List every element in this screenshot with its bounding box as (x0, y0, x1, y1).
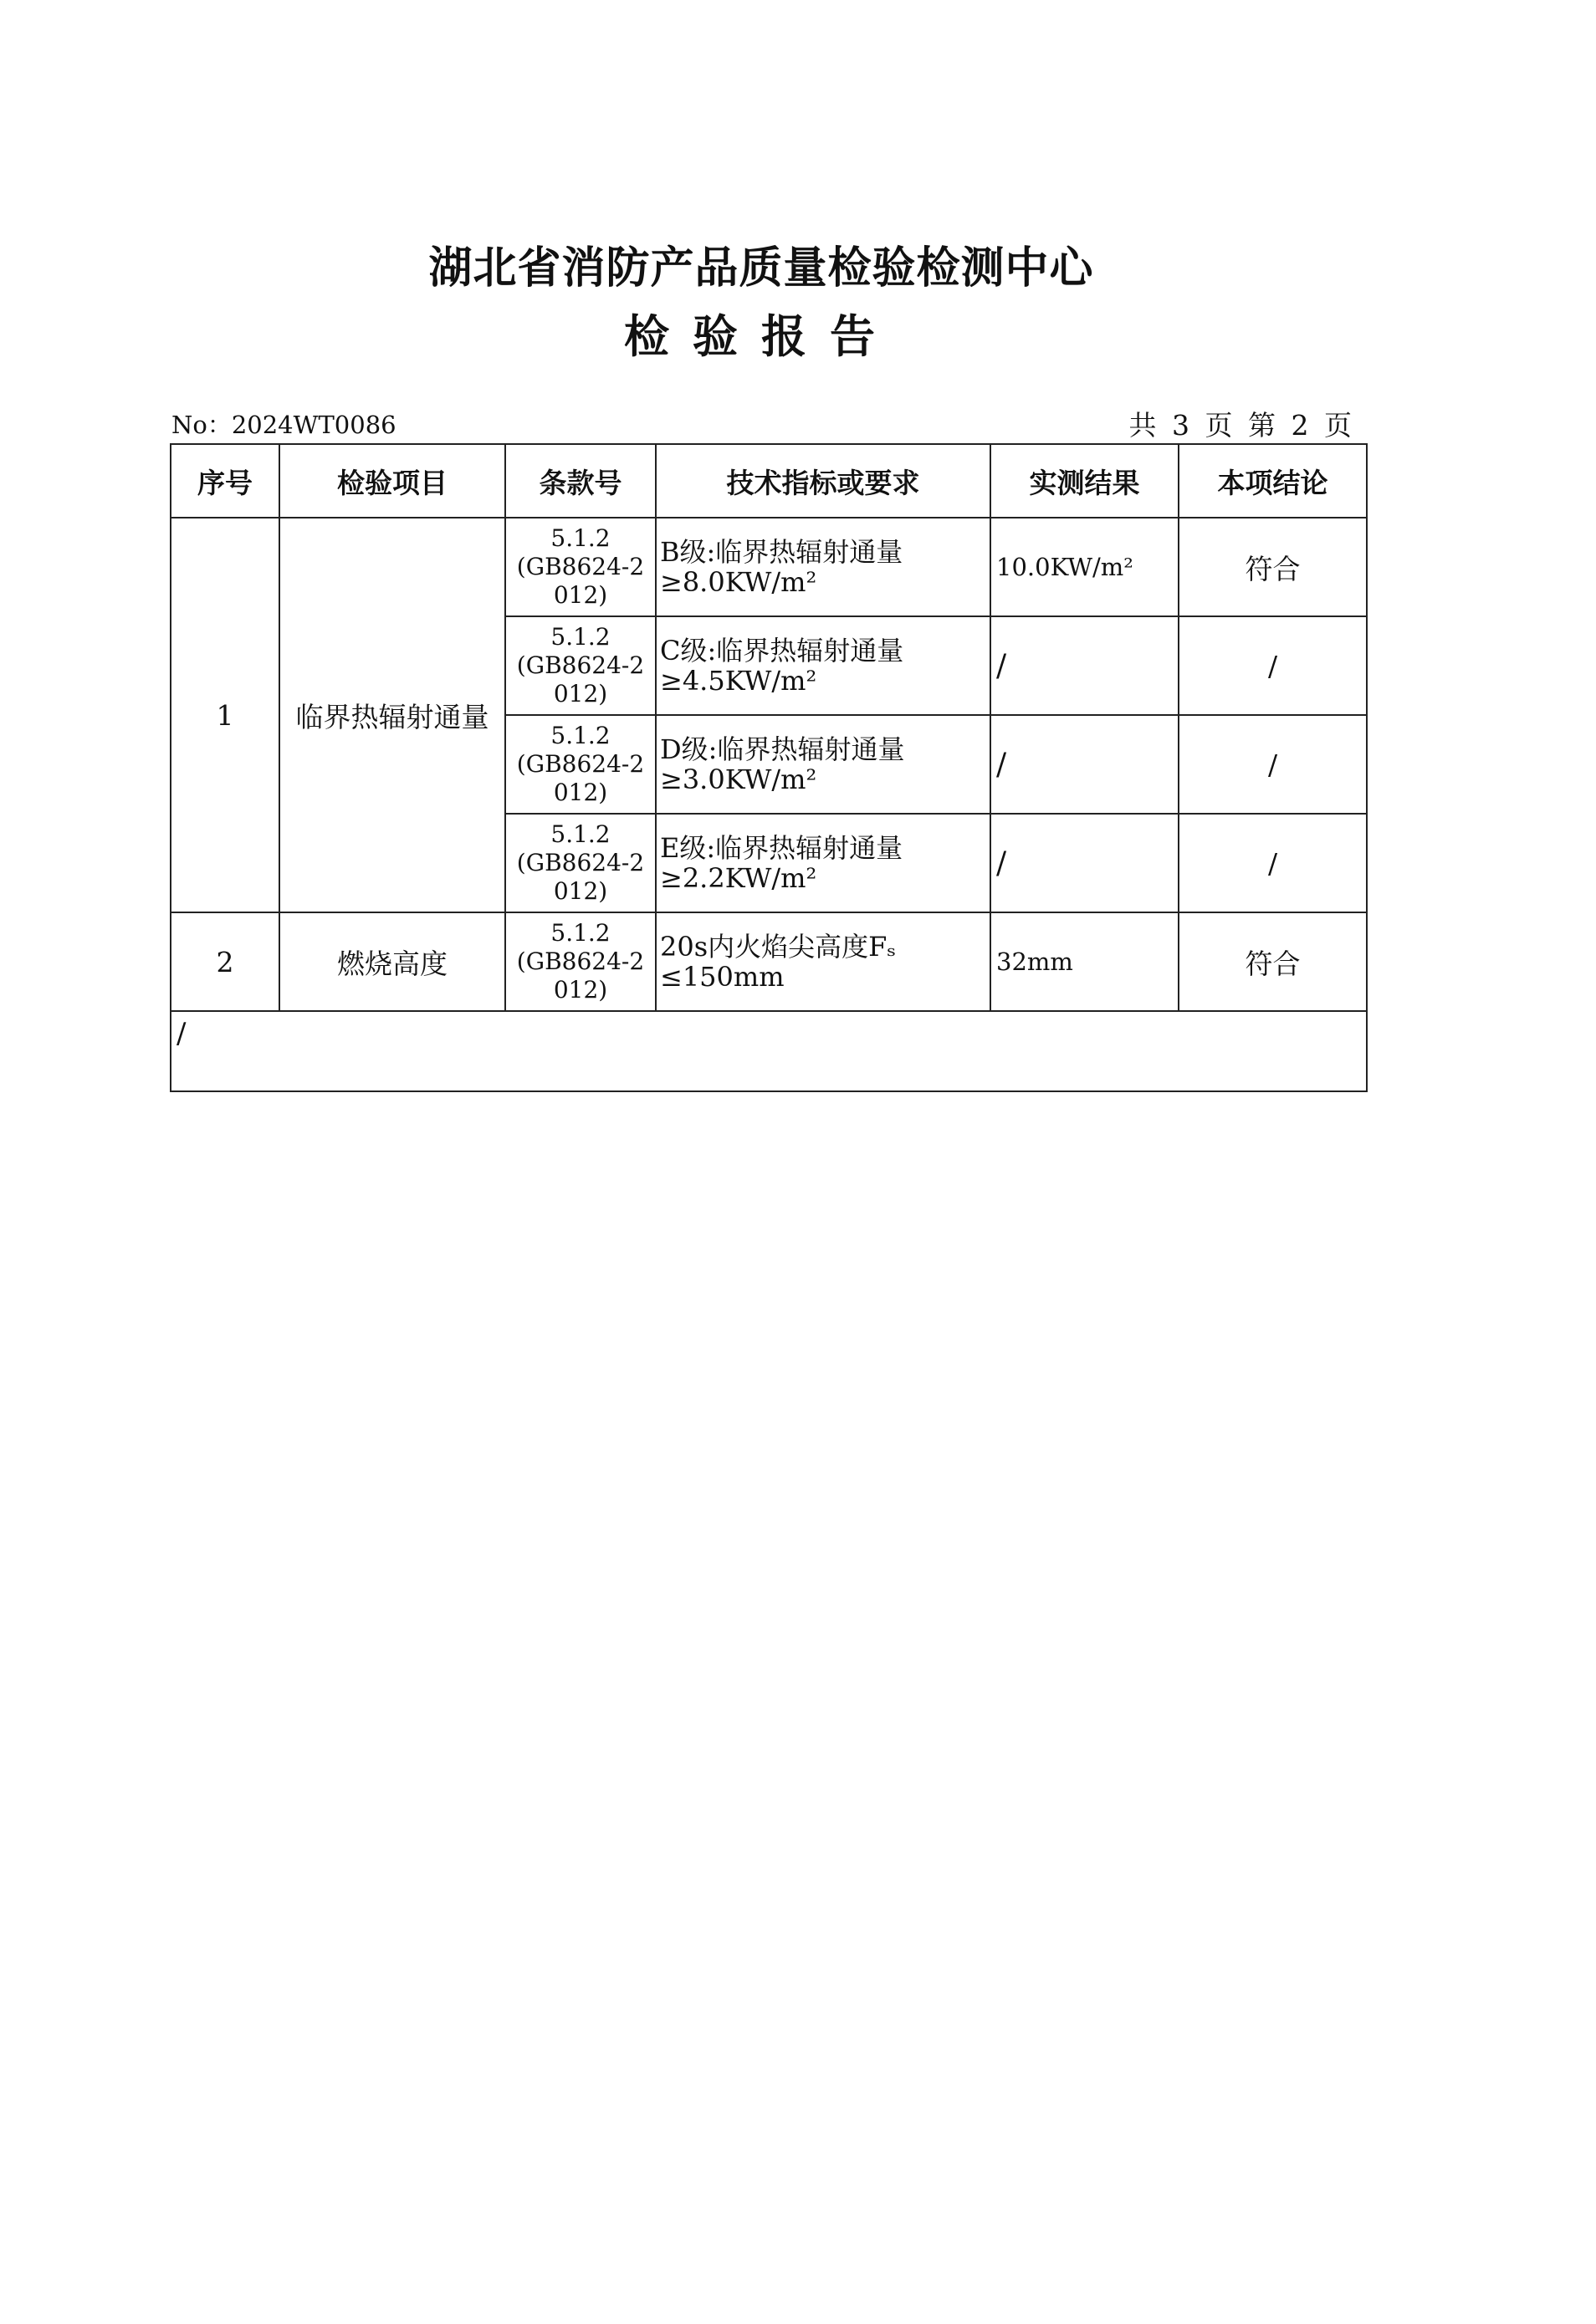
seq-cell: 2 (171, 912, 279, 1011)
item-cell: 燃烧高度 (279, 912, 505, 1011)
requirement-cell: C级:临界热辐射通量 ≥4.5KW/m² (656, 616, 990, 715)
col-header-seq: 序号 (171, 444, 279, 518)
result-cell: / (990, 715, 1179, 814)
table-header-row (171, 444, 1367, 518)
conclusion-cell: / (1179, 616, 1367, 715)
organization-title: 湖北省消防产品质量检验检测中心 (428, 243, 1094, 294)
remark-row (171, 1011, 1367, 1091)
result-cell: 32mm (990, 912, 1179, 1011)
inspection-table (170, 443, 1368, 1092)
table-row (171, 912, 1367, 1011)
result-cell: / (990, 616, 1179, 715)
conclusion-cell: 符合 (1179, 518, 1367, 616)
clause-cell: 5.1.2 (GB8624-2 012) (505, 715, 656, 814)
conclusion-cell: 符合 (1179, 912, 1367, 1011)
page-indicator: 共 3 页 第 2 页 (1128, 409, 1355, 442)
clause-cell: 5.1.2 (GB8624-2 012) (505, 912, 656, 1011)
result-cell: / (990, 814, 1179, 912)
clause-cell: 5.1.2 (GB8624-2 012) (505, 616, 656, 715)
requirement-cell: 20s内火焰尖高度Fₛ ≤150mm (656, 912, 990, 1011)
result-cell: 10.0KW/m² (990, 518, 1179, 616)
report-number: No：2024WT0086 (171, 411, 396, 439)
requirement-cell: D级:临界热辐射通量 ≥3.0KW/m² (656, 715, 990, 814)
conclusion-cell: / (1179, 814, 1367, 912)
col-header-clause: 条款号 (505, 444, 656, 518)
item-cell: 临界热辐射通量 (279, 518, 505, 912)
requirement-cell: E级:临界热辐射通量 ≥2.2KW/m² (656, 814, 990, 912)
clause-cell: 5.1.2 (GB8624-2 012) (505, 814, 656, 912)
document-title: 检验报告 (624, 310, 898, 363)
col-header-result: 实测结果 (990, 444, 1179, 518)
col-header-item: 检验项目 (279, 444, 505, 518)
conclusion-cell: / (1179, 715, 1367, 814)
table-row (171, 518, 1367, 616)
seq-cell: 1 (171, 518, 279, 912)
col-header-requirement: 技术指标或要求 (656, 444, 990, 518)
requirement-cell: B级:临界热辐射通量 ≥8.0KW/m² (656, 518, 990, 616)
remark-cell: / (171, 1011, 1367, 1091)
col-header-conclusion: 本项结论 (1179, 444, 1367, 518)
clause-cell: 5.1.2 (GB8624-2 012) (505, 518, 656, 616)
